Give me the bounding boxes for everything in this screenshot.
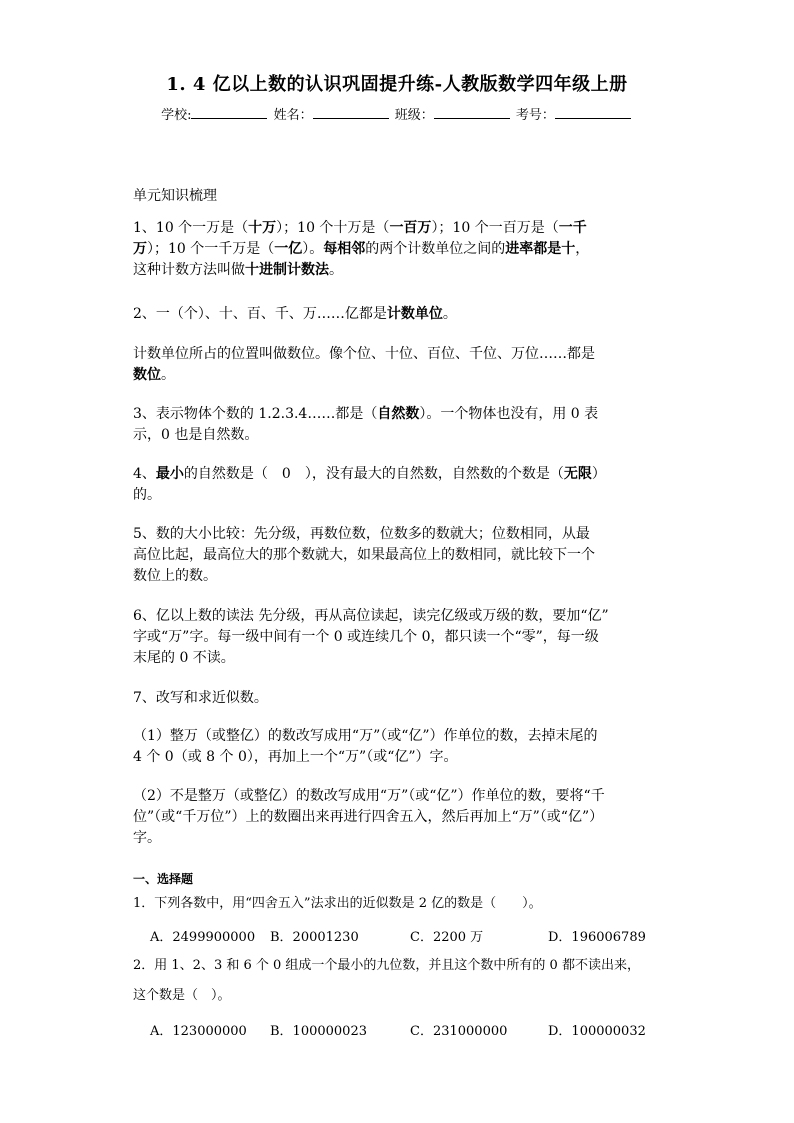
question-1: 1．下列各数中，用“四舍五入”法求出的近似数是 2 亿的数是（ ）。 [133, 896, 542, 911]
knowledge-point-9: （1）整万（或整亿）的数改写成用“万”（或“亿”）作单位的数，去掉末尾的 4 个 0（或 8 个 0），再加上一个“万”（或“亿”）字。 [133, 728, 598, 765]
name-label: 姓名： [273, 108, 313, 123]
section-heading: 单元知识梳理 [133, 188, 217, 204]
school-blank[interactable] [191, 106, 267, 119]
knowledge-point-1: 1、10 个一万是（十万）；10 个十万是（一百万）；10 个一百万是（一千 万）；10 个一千万是（一亿）。每相邻的两个计数单位之间的进率都是十， 这种计数方法叫做十进制计数法。 [133, 220, 590, 278]
class-blank[interactable] [434, 106, 510, 119]
q1-option-a[interactable]: A．2499900000 [150, 930, 256, 945]
q1-option-b[interactable]: B．20001230 [270, 930, 359, 945]
exercise-section-heading: 一、选择题 [133, 872, 194, 886]
page-title: 1. 4 亿以上数的认识巩固提升练-人教版数学四年级上册 [166, 74, 628, 95]
q2-option-d[interactable]: D．100000032 [548, 1024, 646, 1039]
knowledge-point-10: （2）不是整万（或整亿）的数改写成用“万”（或“亿”）作单位的数，要将“千 位”（或“千万位”）上的数圈出来再进行四舍五入，然后再加上“万”（或“亿”） 字。 [133, 788, 605, 846]
exam-no-blank[interactable] [555, 106, 631, 119]
student-info-row [0, 104, 794, 123]
school-label: 学校: [161, 108, 192, 123]
q2-option-a[interactable]: A．123000000 [150, 1024, 247, 1039]
class-label: 班级： [394, 108, 434, 123]
q2-option-c[interactable]: C．231000000 [410, 1024, 508, 1039]
name-blank[interactable] [313, 106, 389, 119]
question-2-line-2: 这个数是（ ）。 [133, 988, 231, 1003]
knowledge-point-5: 4、最小的自然数是（ 0 ），没有最大的自然数，自然数的个数是（无限） 的。 [133, 466, 606, 503]
knowledge-point-7: 6、亿以上数的读法 先分级，再从高位读起，读完亿级或万级的数，要加“亿” 字或“万”字。每一级中间有一个 0 或连续几个 0，都只读一个“零”，每一级 末尾的 0 不读。 [133, 608, 609, 666]
knowledge-point-4: 3、表示物体个数的 1.2.3.4……都是（自然数）。一个物体也没有，用 0 表 示，0 也是自然数。 [133, 406, 599, 443]
question-2 [133, 956, 673, 1006]
knowledge-point-8: 7、改写和求近似数。 [133, 690, 268, 706]
q1-option-c[interactable]: C．2200 万 [410, 930, 484, 945]
exam-no-label: 考号： [515, 108, 555, 123]
q2-option-b[interactable]: B．100000023 [270, 1024, 367, 1039]
knowledge-point-2: 2、一（个）、十、百、千、万……亿都是计数单位。 [133, 306, 457, 322]
knowledge-point-3: 计数单位所占的位置叫做数位。像个位、十位、百位、千位、万位……都是 数位。 [133, 346, 595, 383]
question-2-line-1: 2．用 1、2、3 和 6 个 0 组成一个最小的九位数，并且这个数中所有的 0 都不读出来， [133, 958, 640, 973]
q1-option-d[interactable]: D．196006789 [548, 930, 646, 945]
knowledge-point-6: 5、数的大小比较：先分级，再数位数，位数多的数就大；位数相同，从最 高位比起，最高位大的那个数就大，如果最高位上的数相同，就比较下一个 数位上的数。 [133, 526, 595, 584]
